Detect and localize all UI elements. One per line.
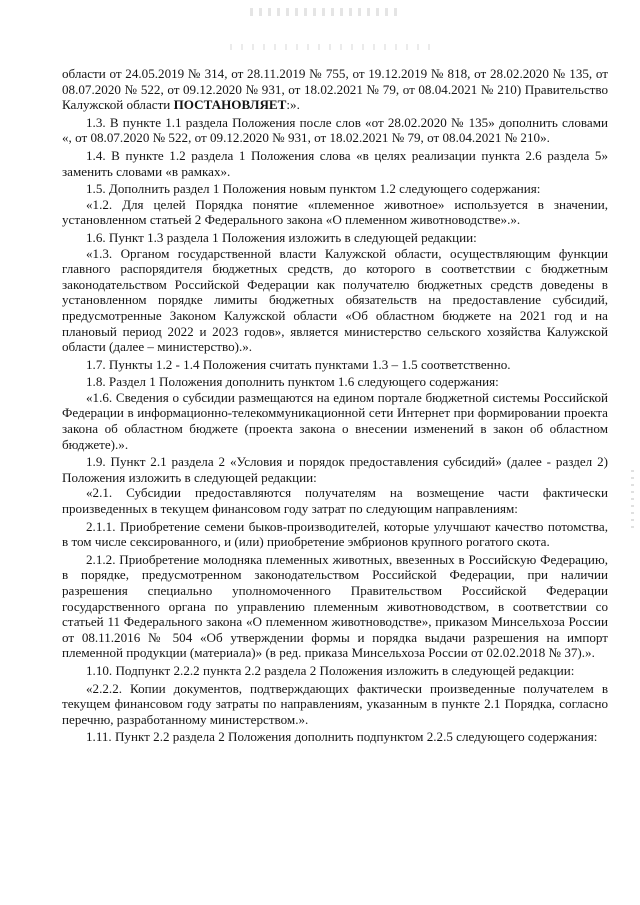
paragraph-1-11: 1.11. Пункт 2.2 раздела 2 Положения дополнить подпунктом 2.2.5 следующего содержания: bbox=[86, 729, 598, 745]
paragraph-1-8: 1.8. Раздел 1 Положения дополнить пунктом 1.6 следующего содержания: bbox=[86, 374, 499, 390]
intro-text: области от 24.05.2019 № 314, от 28.11.2019 № 755, от 19.12.2019 № 818, от 28.02.2020 № 135, от 08.07.2020 № 522, от 09.12.2020 № 931, от 18.02.2021 № 79, от 08.04.2021 № 210) Правительство Калужской области bbox=[62, 66, 608, 113]
paragraph-1-6: 1.6. Пункт 1.3 раздела 1 Положения изложить в следующей редакции: bbox=[86, 229, 477, 245]
paragraph-1-8-quote: «1.6. Сведения о субсидии размещаются на едином портале бюджетной системы Российской Федерации в информационно-телекоммуникационной сети Интернет при формировании проекта закона об областном бюджете (проекта закона о внесении изменений в закон об областном бюджете).». bbox=[62, 389, 608, 452]
paragraph-1-5: 1.5. Дополнить раздел 1 Положения новым пунктом 1.2 следующего содержания: bbox=[86, 181, 541, 197]
paragraph-2-1-1: 2.1.1. Приобретение семени быков-производителей, которые улучшают качество потомства, в том числе сексированного, и (или) приобретение эмбрионов крупного рогатого скота. bbox=[62, 518, 608, 550]
paragraph-1-5-quote: «1.2. Для целей Порядка понятие «племенное животное» используется в значении, установленном статьей 2 Федерального закона «О племенном животноводстве».». bbox=[62, 196, 608, 228]
paragraph-1-10-quote: «2.2.2. Копии документов, подтверждающих фактически произведенные получателем в текущем финансовом году затраты по направлениям, указанным в пункте 2.1 Порядка, согласно перечню, разработанному министерством.». bbox=[62, 680, 608, 727]
paragraph-1-6-quote: «1.3. Органом государственной власти Калужской области, осуществляющим функции главного распорядителя бюджетных средств, до которого в соответствии с бюджетным законодательством Российской Федерации как получателю бюджетных средств доведены в установленном порядке лимиты бюджетных обязательств на предоставление субсидий, предусмотренные Законом Калужской области «Об областном бюджете на 2021 год и на плановый период 2022 и 2023 годов», является министерство сельского хозяйства Калужской области (далее – министерство).». bbox=[62, 245, 608, 355]
paragraph-intro bbox=[62, 66, 608, 113]
document-body bbox=[62, 66, 608, 745]
paragraph-1-9-quote: «2.1. Субсидии предоставляются получателям на возмещение части фактически произведенных в текущем финансовом году затрат по следующим направлениям: bbox=[62, 485, 608, 517]
paragraph-1-9: 1.9. Пункт 2.1 раздела 2 «Условия и порядок предоставления субсидий» (далее - раздел 2) Положения изложить в следующей редакции: bbox=[62, 454, 608, 485]
intro-end: :». bbox=[286, 97, 300, 113]
scan-header-smudge bbox=[250, 8, 400, 16]
paragraph-1-4: 1.4. В пункте 1.2 раздела 1 Положения слова «в целях реализации пункта 2.6 раздела 5» заменить словами «в рамках». bbox=[62, 147, 608, 179]
decree-word: ПОСТАНОВЛЯЕТ bbox=[173, 97, 287, 113]
paragraph-1-7: 1.7. Пункты 1.2 - 1.4 Положения считать пунктами 1.3 – 1.5 соответственно. bbox=[86, 356, 511, 372]
scan-header-smudge bbox=[230, 44, 430, 50]
paragraph-2-1-2: 2.1.2. Приобретение молодняка племенных животных, ввезенных в Российскую Федерацию, в порядке, предусмотренном законодательством Российской Федерации, при наличии разрешения специально уполномоченного Правительством Российской Федерации государственного органа по управлению племенным животноводством, в соответствии со статьей 11 Федерального закона «О племенном животноводстве», приказом Минсельхоза России от 08.11.2016 № 504 «Об утверждении формы и порядка выдачи разрешения на импорт племенной продукции (материала)» (в ред. приказа Минсельхоза России от 02.02.2018 № 37).». bbox=[62, 551, 608, 661]
scan-edge-marks bbox=[631, 470, 634, 530]
paragraph-1-10: 1.10. Подпункт 2.2.2 пункта 2.2 раздела 2 Положения изложить в следующей редакции: bbox=[86, 662, 575, 678]
paragraph-1-3: 1.3. В пункте 1.1 раздела Положения после слов «от 28.02.2020 № 135» дополнить словами «, от 08.07.2020 № 522, от 09.12.2020 № 931, от 18.02.2021 № 79, от 08.04.2021 № 210». bbox=[62, 114, 608, 146]
